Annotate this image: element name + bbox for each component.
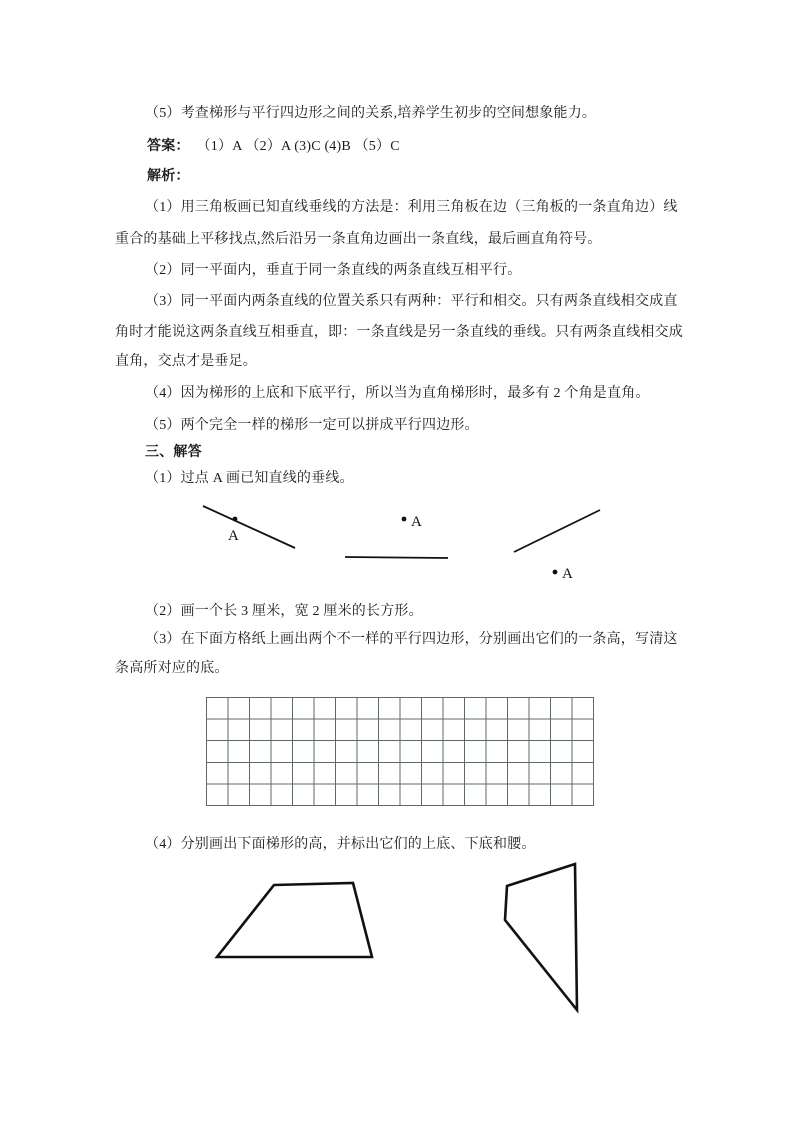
point-a-dot-3	[553, 570, 558, 575]
question-4: （4）分别画出下面梯形的高，并标出它们的上底、下底和腰。	[145, 837, 536, 852]
explanation-3-line-2: 角时才能说这两条直线互相垂直，即：一条直线是另一条直线的垂线。只有两条直线相交成	[115, 325, 683, 340]
explanation-3-line-3: 直角，交点才是垂足。	[115, 354, 257, 369]
answers-value: （1）A （2）A (3)C (4)B （5）C	[203, 139, 400, 154]
explanation-1-line-2: 重合的基础上平移找点,然后沿另一条直角边画出一条直线，最后画直角符号。	[115, 232, 602, 247]
explanation-1-line-1: （1）用三角板画已知直线垂线的方法是：利用三角板在边（三角板的一条直角边）线	[145, 200, 678, 215]
grid-paper	[206, 697, 594, 806]
point-a-dot-1	[233, 517, 238, 522]
explanation-3-line-1: （3）同一平面内两条直线的位置关系只有两种：平行和相交。只有两条直线相交成直	[145, 294, 678, 309]
point-a-label-2: A	[411, 514, 422, 530]
given-line-3	[514, 510, 600, 552]
analysis-label: 解析：	[147, 169, 190, 184]
perpendicular-exercise-figure	[185, 495, 625, 595]
point-a-dot-2	[402, 517, 407, 522]
question-3-line-1: （3）在下面方格纸上画出两个不一样的平行四边形，分别画出它们的一条高，写清这	[145, 632, 678, 647]
question-1: （1）过点 A 画已知直线的垂线。	[145, 471, 354, 486]
given-line-1	[203, 506, 295, 548]
trapezoid-left-figure	[200, 870, 390, 970]
section-three-heading: 三、解答	[145, 445, 202, 460]
trapezoid-right-shape	[505, 864, 577, 1010]
trapezoid-left-shape	[217, 883, 372, 957]
explanation-4: （4）因为梯形的上底和下底平行，所以当为直角梯形时，最多有 2 个角是直角。	[145, 386, 650, 401]
given-line-2	[345, 557, 448, 558]
answers-line	[147, 138, 400, 155]
question-2: （2）画一个长 3 厘米，宽 2 厘米的长方形。	[145, 604, 423, 619]
question-3-line-2: 条高所对应的底。	[115, 661, 229, 676]
answers-label: 答案：	[147, 139, 190, 154]
point-a-label-1: A	[228, 528, 239, 544]
point-a-label-3: A	[562, 566, 573, 582]
explanation-5: （5）两个完全一样的梯形一定可以拼成平行四边形。	[145, 418, 479, 433]
explanation-2: （2）同一平面内，垂直于同一条直线的两条直线互相平行。	[145, 263, 522, 278]
trapezoid-right-figure	[490, 855, 590, 1020]
analysis-point-5-review: （5）考查梯形与平行四边形之间的关系,培养学生初步的空间想象能力。	[145, 106, 597, 121]
